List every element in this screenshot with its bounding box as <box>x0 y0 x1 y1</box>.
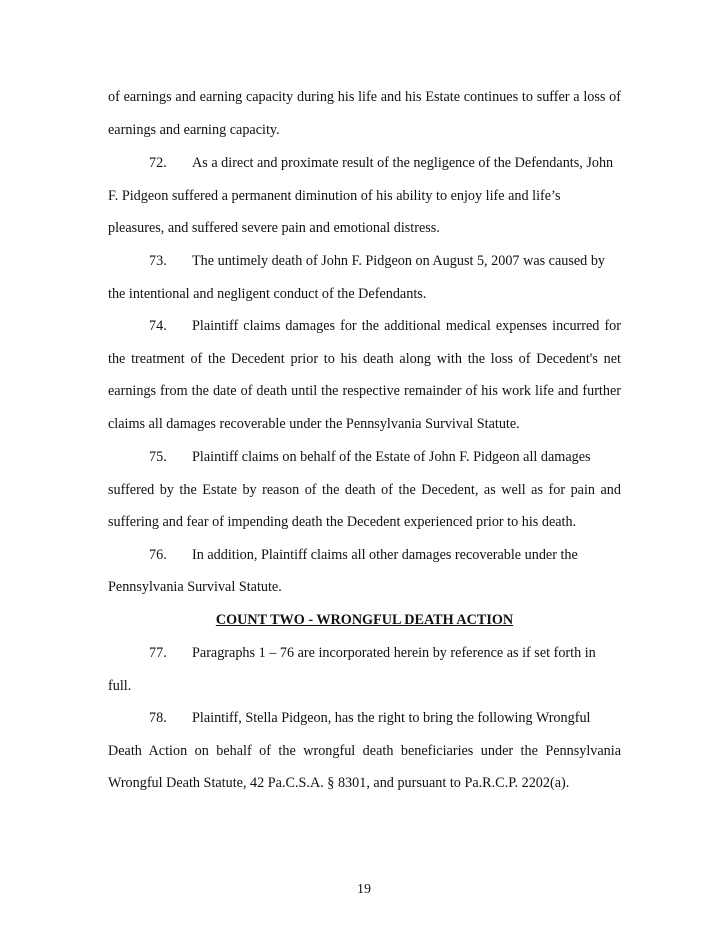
paragraph-number: 73. <box>149 253 167 269</box>
paragraph-74-first-line <box>149 317 621 335</box>
paragraph-number: 76. <box>149 547 167 563</box>
text-line: Paragraphs 1 – 76 are incorporated herein by reference as if set forth in <box>192 645 596 661</box>
text-line: Plaintiff claims damages for the additional medical expenses incurred for <box>192 318 621 334</box>
text-line: Pennsylvania Survival Statute. <box>108 579 282 595</box>
paragraph-75-first-line <box>149 448 621 466</box>
paragraph-number: 74. <box>149 318 167 334</box>
text-line: full. <box>108 678 132 694</box>
page-number: 19 <box>357 882 371 897</box>
paragraph-number: 72. <box>149 155 167 171</box>
text-line: In addition, Plaintiff claims all other damages recoverable under the <box>192 547 578 563</box>
paragraph-73-first-line <box>149 252 621 270</box>
text-line: Plaintiff claims on behalf of the Estate of John F. Pidgeon all damages <box>192 449 591 465</box>
text-line: suffered by the Estate by reason of the death of the Decedent, as well as for pain and <box>108 482 621 498</box>
text-line: The untimely death of John F. Pidgeon on August 5, 2007 was caused by <box>192 253 606 269</box>
paragraph-72-first-line <box>149 154 621 172</box>
paragraph-78-first-line <box>149 709 621 727</box>
text-line: the treatment of the Decedent prior to his death along with the loss of Decedent's net <box>108 351 621 367</box>
text-line: As a direct and proximate result of the negligence of the Defendants, John <box>192 155 614 171</box>
text-line: F. Pidgeon suffered a permanent diminution of his ability to enjoy life and life’s <box>108 188 561 204</box>
text-line: earnings and earning capacity. <box>108 122 280 138</box>
text-line: pleasures, and suffered severe pain and emotional distress. <box>108 220 440 236</box>
text-line: the intentional and negligent conduct of the Defendants. <box>108 286 427 302</box>
paragraph-number: 75. <box>149 449 167 465</box>
text-line: Wrongful Death Statute, 42 Pa.C.S.A. § 8301, and pursuant to Pa.R.C.P. 2202(a). <box>108 775 570 791</box>
section-heading: COUNT TWO - WRONGFUL DEATH ACTION <box>215 612 514 628</box>
paragraph-number: 78. <box>149 710 167 726</box>
paragraph-77-first-line <box>149 644 621 662</box>
paragraph-number: 77. <box>149 645 167 661</box>
paragraph-76-first-line <box>149 546 621 564</box>
text-line: claims all damages recoverable under the Pennsylvania Survival Statute. <box>108 416 520 432</box>
text-line: Death Action on behalf of the wrongful death beneficiaries under the Pennsylvania <box>108 743 621 759</box>
text-line: Plaintiff, Stella Pidgeon, has the right to bring the following Wrongful <box>192 710 591 726</box>
text-line: suffering and fear of impending death the Decedent experienced prior to his death. <box>108 514 577 530</box>
text-line: earnings from the date of death until the respective remainder of his work life and further <box>108 383 621 399</box>
text-line: of earnings and earning capacity during his life and his Estate continues to suffer a loss of <box>108 89 621 105</box>
